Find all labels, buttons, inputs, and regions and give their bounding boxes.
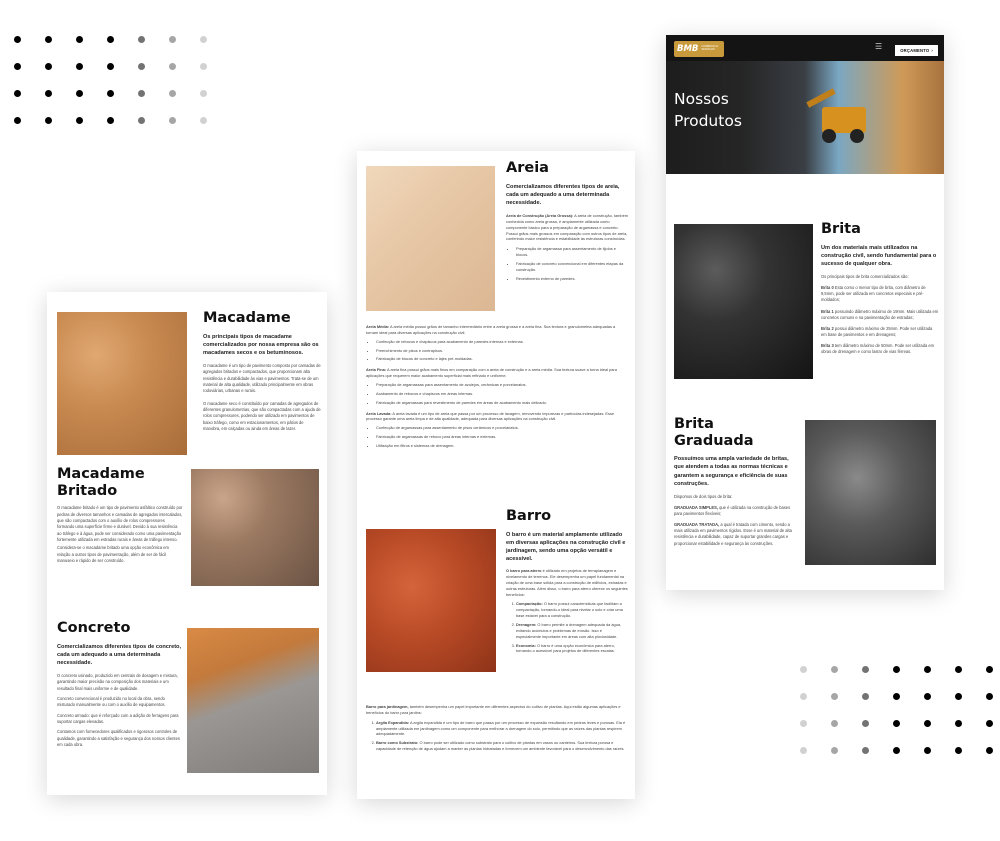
concreto-title: Concreto — [57, 620, 131, 636]
macadame-britado-paragraph-1: O macadame britado é um tipo de pavimento asfáltico construído por pedras de diversos tamanhos e camadas de agregados intercalados, que são compactados com o auxílio de rolos compressores formando uma superfície firme e durável. Devido à sua resistência ao tráfego e à água, pode ser considerado como uma pavimentação fortemente utilizada em estradas rurais e áreas de tráfego intenso. — [57, 505, 183, 543]
brita-graduada-simples-text: que é utilizada na construção de bases para pavimentos flexíveis; — [674, 504, 791, 517]
brita-item-text: Esta como o menor tipo de brita, com diâmetro de 9,5mm, pode ser utilizada em concretos especiais e pré-moldados; — [821, 285, 926, 303]
dot — [924, 666, 931, 673]
barro-jardim-label: Barro para jardinagem, — [366, 704, 409, 709]
macadame-britado-paragraph-2: Considera-se o macadame britado uma opção econômica em relação a outros tipos de pavimentação, além de ser de fácil manuseio e rápido de ser construído. — [57, 545, 169, 564]
dot — [200, 90, 207, 97]
brita-graduada-tratada-text: a qual é tratada com cimento, sendo a mais utilizada em pavimentos rígidos. Esse é um material de alta resistência e durabilidade, capaz de suportar grandes cargas e proporcionar estabilidade e segurança às construções. — [674, 522, 792, 546]
dot — [107, 90, 114, 97]
list-item-label: Economia: — [516, 642, 536, 648]
areia-lead: Comercializamos diferentes tipos de areia, cada um adequado a uma determinada necessidade. — [506, 183, 620, 206]
dot — [831, 666, 838, 673]
brita-lead: Um dos materiais mais utilizados na construção civil, sendo fundamental para o sucesso de qualquer obra. — [821, 244, 937, 267]
barro-jardim-text: também desempenha um papel importante em diferentes aspectos do cultivo de plantas. Aqui estão algumas aplicações e benefícios do barro para jardins: — [366, 704, 621, 715]
dot — [138, 117, 145, 124]
dot — [45, 90, 52, 97]
list-item: • Revestimento externo de paredes. — [516, 276, 628, 282]
macadame-lead: Os principais tipos de macadame comercializados por nossa empresa são os macadames secos e os betuminosos. — [203, 333, 319, 356]
dot — [800, 693, 807, 700]
areia-fina-text: A areia fina possui grãos mais finos em comparação com a areia de construção e a areia média. Sua textura suave a torna ideal para aplicações que requerem maior acabamento superficial mais refinado e uniforme. — [366, 367, 617, 379]
list-item: • Confecção de rebocos e chapiscos para acabamento de paredes internas e externas. — [376, 339, 628, 345]
list-item — [516, 601, 628, 619]
dot — [924, 693, 931, 700]
brita-photo — [674, 224, 813, 379]
dot — [14, 90, 21, 97]
dot — [800, 747, 807, 754]
brita-item — [821, 326, 939, 338]
dot — [893, 666, 900, 673]
menu-icon[interactable]: ☰ — [875, 42, 883, 51]
list-item: • Confecção de argamassas para assentamento de pisos cerâmicos e porcelanatos. — [376, 425, 628, 431]
areia-photo — [366, 166, 495, 311]
list-item: • Fabricação de argamassas de reboco para áreas internas e externas. — [376, 434, 628, 440]
dot — [924, 747, 931, 754]
dot — [831, 747, 838, 754]
dot — [169, 63, 176, 70]
macadame-title: Macadame — [203, 310, 291, 326]
dot — [45, 117, 52, 124]
dot — [831, 693, 838, 700]
dot — [45, 36, 52, 43]
list-item-label: Argila Expandida: — [376, 719, 410, 725]
brita-item — [821, 309, 939, 321]
dot — [76, 36, 83, 43]
hero-banner — [666, 61, 944, 174]
dot — [986, 666, 993, 673]
dot — [107, 36, 114, 43]
brita-item-label: Brita 0 — [821, 285, 834, 291]
list-item — [376, 740, 628, 752]
areia-lavada-text: A areia lavada é um tipo de areia que passa por um processo de lavagem, removendo impurezas e partículas indesejadas. Esse processo garante uma areia limpa e de alta qualidade, adequada para diversas aplicações na construção civil. — [366, 410, 615, 422]
dot-grid-bottom-right — [800, 666, 1000, 774]
list-item-text: A argila expandida é um tipo de barro que passa por um processo de expansão resultando em pedras leves e porosas. Ela é amplamente utilizada em jardinagem como um componente para melhorar a drenagem do solo, permitindo que as raízes das plantas respirem adequadamente. — [376, 719, 626, 737]
brita-graduada-tratada — [674, 522, 798, 547]
concreto-lead: Comercializamos diferentes tipos de concreto, cada um adequado a uma determinada necessidade. — [57, 643, 182, 666]
areia-lavada-paragraph — [366, 411, 628, 423]
dot — [986, 720, 993, 727]
dot — [45, 63, 52, 70]
dot — [138, 63, 145, 70]
dot — [138, 90, 145, 97]
excavator-illustration — [806, 91, 876, 147]
concreto-paragraph-3: Concreto armado: que é reforçado com a adição de ferragens para suportar cargas elevadas. — [57, 712, 179, 725]
arrow-right-icon: › — [931, 48, 933, 53]
dot — [986, 747, 993, 754]
dot — [955, 666, 962, 673]
dot — [200, 36, 207, 43]
list-item-text: O barro pode ser utilizado como substrato para o cultivo de plantas em vasos ou canteiros. Sua textura porosa e capacidade de retenção de água ajudam a manter as plantas hidratadas e fornecem um ambiente favorável para o desenvolvimento das raízes. — [376, 740, 625, 752]
brita-graduada-lead: Possuímos uma ampla variedade de britas, que atendem a todas as normas técnicas e garantem a segurança e eficiência de suas construções. — [674, 456, 789, 487]
areia-fina-list — [366, 382, 628, 406]
page-card-right — [666, 35, 944, 590]
brita-graduada-title: Brita Graduada — [674, 416, 754, 449]
dot — [76, 90, 83, 97]
logo-subtext: COMÉRCIO E SERVIÇOS — [701, 45, 719, 51]
dot — [76, 117, 83, 124]
dot — [76, 63, 83, 70]
barro-photo — [366, 529, 496, 672]
dot — [800, 666, 807, 673]
dot — [169, 90, 176, 97]
concreto-paragraph-1: O concreto usinado, produzido em centrais de dosagem e mistura, garantindo maior precisão na composição dos materiais e um resultado final mais uniforme e de qualidade. — [57, 673, 178, 691]
areia-fina-label: Areia Fina: — [366, 367, 387, 373]
areia-media-paragraph — [366, 324, 628, 336]
areia-lavada-list — [366, 425, 628, 449]
excavator-wheel — [850, 129, 864, 143]
site-header — [666, 35, 944, 61]
dot — [862, 666, 869, 673]
dot — [138, 36, 145, 43]
dot — [862, 747, 869, 754]
brita-item-text: possuindo diâmetro máximo de 19mm. Mais utilizada em concretos comuns e na pavimentação de estradas; — [821, 308, 939, 320]
macadame-paragraph-2: O macadame seco é constituído por camadas de agregados de diferentes granulometrias, que são compactadas com a ajuda de rolos compressores, podendo ser utilizado em pavimentos de baixo tráfego, como em estacionamentos, em pátios de manobra, em calçadas ou ainda em áreas de lazer. — [203, 400, 321, 432]
brita-item — [821, 343, 939, 355]
brita-item — [821, 285, 939, 303]
dot — [14, 63, 21, 70]
brita-item-label: Brita 2 — [821, 325, 834, 331]
excavator-wheel — [822, 129, 836, 143]
dot-grid-top-left — [14, 36, 231, 144]
barro-jardim-paragraph — [366, 704, 628, 716]
barro-lead: O barro é um material amplamente utilizado em diversas aplicações na construção civil e jardinagem, sendo uma opção versátil e acessível. — [506, 531, 626, 562]
list-item-text: O barro possui características que facilitam a compactação, tornando-o ideal para nivelar o solo e criar uma base estável para a construção. — [516, 601, 623, 619]
list-item: • Preenchimento de pisos e contrapisos. — [376, 348, 628, 354]
concreto-paragraph-2: Concreto convencional é produzido no local da obra, sendo misturado manualmente ou com o auxílio de equipamentos. — [57, 696, 166, 708]
list-item: • Fabricação de blocos de concreto e lajes pré-moldadas. — [376, 356, 628, 362]
list-item-text: O barro é uma opção econômica para aterro, tornando-o acessível para projetos de diferentes escalas. — [516, 642, 615, 654]
dot — [107, 63, 114, 70]
logo[interactable] — [674, 41, 724, 57]
barro-aterro-text: é utilizado em projetos de terraplanagem e nivelamento de terrenos. Ele desempenha um papel fundamental na criação de uma base sólida para a construção de edifícios, estradas e outras estruturas. Além disso, o barro para aterro oferece os seguintes benefícios: — [506, 568, 628, 597]
dot — [893, 747, 900, 754]
list-item-label: Compactação: — [516, 601, 543, 607]
list-item: • Acabamento de rebocos e chapiscos em áreas internas. — [376, 391, 628, 397]
dot — [169, 117, 176, 124]
dot — [107, 117, 114, 124]
concreto-paragraph-4: Contamos com fornecedores qualificados e rigorosos controles de qualidade, garantindo a satisfação e segurança dos nossos clientes em cada obra. — [57, 729, 180, 748]
concreto-photo — [187, 628, 319, 773]
dot — [831, 720, 838, 727]
areia-media-text: A areia média possui grãos de tamanho intermediário entre a areia grossa e a areia fina. Sua textura e granulometria adequadas a tornam ideal para diversas aplicações na construção civil. — [366, 324, 616, 335]
list-item — [376, 720, 628, 738]
dot — [14, 117, 21, 124]
macadame-britado-photo — [191, 469, 319, 586]
page-card-left — [47, 292, 327, 795]
brita-intro: Os principais tipos de brita comercializados são: — [821, 274, 909, 279]
dot — [955, 693, 962, 700]
page-card-middle — [357, 151, 635, 799]
list-item-label: Drenagem: — [516, 621, 537, 627]
macadame-britado-title: Macadame Britado — [57, 466, 145, 499]
macadame-photo — [57, 312, 187, 455]
list-item: • Preparação de argamassas para assentamento de azulejos, cerâmicas e porcelanatos. — [376, 382, 628, 388]
hero-title-line-2: Produtos — [674, 111, 742, 130]
list-item: • Fabricação de concreto convencional em diferentes etapas da construção. — [516, 261, 628, 273]
brita-item-label: Brita 3 — [821, 343, 834, 349]
barro-title: Barro — [506, 508, 552, 524]
dot — [924, 720, 931, 727]
list-item — [516, 622, 628, 640]
areia-grossa-label: Areia de Construção (Areia Grossa): — [506, 213, 574, 218]
list-item: • Fabricação de argamassas para revestimento de paredes em áreas de acabamento mais delicado. — [376, 400, 628, 406]
logo-text: BMB — [677, 44, 699, 54]
list-item: • Utilização em filtros e sistemas de drenagem. — [376, 443, 628, 449]
orcamento-button-label: ORÇAMENTO — [900, 48, 930, 53]
areia-fina-paragraph — [366, 367, 628, 379]
areia-lavada-label: Areia Lavada: — [366, 410, 392, 416]
brita-graduada-simples-label: GRADUADA SIMPLES, — [674, 504, 718, 510]
areia-media-label: Areia Média: — [366, 324, 390, 329]
dot — [800, 720, 807, 727]
dot — [986, 693, 993, 700]
orcamento-button[interactable] — [895, 45, 938, 56]
dot — [862, 720, 869, 727]
brita-graduada-tratada-label: GRADUADA TRATADA, — [674, 522, 720, 528]
barro-aterro-paragraph — [506, 568, 628, 597]
macadame-paragraph-1: O macadame é um tipo de pavimento composto por camadas de agregados britados e compactados, que proporcionam alta resistência e durabilidade às vias e pavimentos. Trata-se de um material de alta qualidade, utilizado principalmente em obras rodoviárias, urbanas e rurais. — [203, 363, 321, 394]
dot — [955, 720, 962, 727]
list-item-text: O barro permite a drenagem adequada da água, evitando acúmulos e problemas de erosão. Isso é especialmente importante em áreas com alta pluviosidade. — [516, 621, 622, 639]
dot — [955, 747, 962, 754]
list-item — [516, 643, 628, 655]
barro-aterro-label: O barro para aterro — [506, 568, 542, 574]
hero-title-line-1: Nossos — [674, 90, 729, 108]
barro-jardim-list — [366, 720, 628, 752]
brita-graduada-simples — [674, 505, 798, 517]
list-item: • Preparação de argamassa para assentamento de tijolos e blocos. — [516, 246, 628, 258]
brita-graduada-photo — [805, 420, 936, 565]
dot — [14, 36, 21, 43]
hero-title — [674, 89, 742, 132]
list-item-label: Barro como Substrato: — [376, 740, 419, 746]
areia-grossa-list — [506, 246, 628, 281]
areia-grossa-text: A areia de construção, também conhecida como areia grossa, é amplamente utilizada como componente básico para a preparação de argamassa e concreto. Possui grãos mais grossos em comparação com outros tipos de areia, conferindo maior resistência e estabilidade às estruturas construídas. — [506, 213, 628, 242]
excavator-arm — [806, 88, 835, 107]
areia-media-list — [366, 339, 628, 363]
areia-grossa-paragraph — [506, 213, 628, 242]
brita-item-text: tem diâmetro máximo de 50mm. Pode ser utilizada em obras de drenagem e como lastro de vias férreas. — [821, 343, 935, 355]
dot — [200, 63, 207, 70]
dot — [169, 36, 176, 43]
brita-graduada-intro: Dispomos de dois tipos de brita: — [674, 493, 733, 499]
barro-aterro-list — [506, 601, 628, 654]
brita-item-text: possui diâmetro máximo de 25mm. Pode ser utilizada em base de pavimentos e em drenagens; — [821, 325, 933, 337]
dot — [893, 720, 900, 727]
dot — [200, 117, 207, 124]
areia-title: Areia — [506, 160, 549, 176]
brita-item-label: Brita 1 — [821, 308, 834, 314]
brita-title: Brita — [821, 221, 861, 237]
dot — [893, 693, 900, 700]
dot — [862, 693, 869, 700]
